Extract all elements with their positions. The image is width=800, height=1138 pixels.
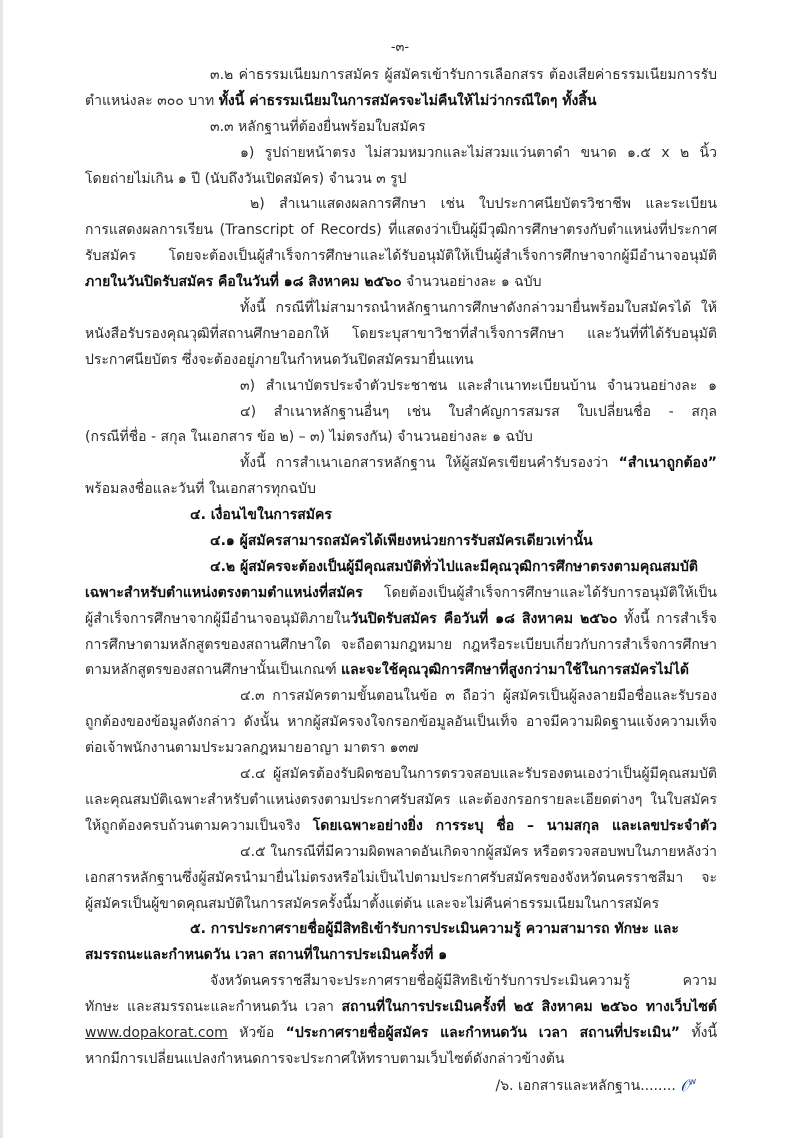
scan-edge (0, 0, 3, 1138)
bold-text: วันปิดรับสมัคร คือวันที่ ๑๘ สิงหาคม ๒๕๖๐ (350, 610, 618, 627)
text-line (85, 943, 717, 969)
text: ทั้งนี้ (680, 1024, 717, 1041)
text: การศึกษาตามหลักสูตรของสถานศึกษาใด จะถือตามกฎหมาย กฎหรือระเบียบเกี่ยวกับการสำเร็จการศึกษา (85, 636, 717, 653)
text: ทั้งนี้ การสำเร็จ (617, 610, 717, 627)
bold-text: เฉพาะสำหรับตำแหน่งตรงตามตำแหน่งที่สมัคร (85, 584, 363, 601)
website-link[interactable]: www.dopakorat.com (85, 1024, 228, 1041)
text-line (85, 840, 717, 866)
text: /๖. เอกสารและหลักฐาน........ (495, 1077, 676, 1094)
text-line (85, 141, 717, 167)
text: ทั้งนี้ การสำเนาเอกสารหลักฐาน ให้ผู้สมัครเขียนคำรับรองว่า (240, 455, 619, 472)
text: ประกาศนียบัตร ซึ่งจะต้องอยู่ภายในกำหนดวันปิดสมัครมายื่นแทน (85, 351, 474, 368)
text: จำนวนอย่างละ ๑ ฉบับ (401, 274, 542, 291)
text-line (85, 425, 717, 451)
text: ทักษะ และสมรรถนะและกำหนดวัน เวลา (85, 999, 342, 1016)
text-line (85, 477, 717, 503)
document-body (85, 63, 717, 1099)
text-line (85, 270, 717, 296)
text: การแสดงผลการเรียน (Transcript of Records) ที่แสดงว่าเป็นผู้มีวุฒิการศึกษาตรงกับตำแหน่งที่ประกาศ (85, 222, 717, 239)
text-line (85, 995, 717, 1021)
bold-text: ๔.๑ ผู้สมัครสามารถสมัครได้เพียงหน่วยการรับสมัครเดียวเท่านั้น (210, 533, 593, 550)
text-line (85, 684, 717, 710)
text: ผู้สำเร็จการศึกษาจากผู้มีอำนาจอนุมัติภายใน (85, 610, 351, 627)
continuation-note (85, 1073, 717, 1099)
bold-text: “ประกาศรายชื่อผู้สมัคร และกำหนดวัน เวลา สถานที่ประเมิน” (285, 1024, 680, 1041)
text: ๔.๕ ในกรณีที่มีความผิดพลาดอันเกิดจากผู้สมัคร หรือตรวจสอบพบในภายหลังว่า (240, 843, 717, 860)
bold-text: สถานที่ในการประเมินครั้งที่ ๒๕ สิงหาคม ๒๕๖๐ ทางเว็บไซต์ (341, 999, 717, 1016)
text-line (85, 192, 717, 218)
bold-text: ๔. เงื่อนไขในการสมัคร (190, 507, 332, 524)
bold-text: และจะใช้คุณวุฒิการศึกษาที่สูงกว่ามาใช้ในการสมัครไม่ได้ (341, 662, 689, 679)
text-line (85, 218, 717, 244)
bold-text: ๔.๒ ผู้สมัครจะต้องเป็นผู้มีคุณสมบัติทั่วไปและมีคุณวุฒิการศึกษาตรงตามคุณสมบัติ (210, 558, 698, 575)
bold-text: ๕. การประกาศรายชื่อผู้มีสิทธิเข้ารับการประเมินความรู้ ความสามารถ ทักษะ และ (190, 921, 679, 938)
text-line (85, 814, 717, 840)
text: หากมีการเปลี่ยนแปลงกำหนดการจะประกาศให้ทราบตามเว็บไซต์ดังกล่าวข้างต้น (85, 1050, 565, 1067)
bold-text: โดยเฉพาะอย่างยิ่ง การระบุ ชื่อ – นามสกุล และเลขประจำตัว (312, 817, 717, 834)
text-line (85, 322, 717, 348)
text: ถูกต้องของข้อมูลดังกล่าว ดังนั้น หากผู้สมัครจงใจกรอกข้อมูลอันเป็นเท็จ อาจมีความผิดฐานแจ้งความเท็จ (85, 714, 717, 731)
text: ตามหลักสูตรของสถานศึกษานั้นเป็นเกณฑ์ (85, 662, 342, 679)
text-line (85, 892, 717, 918)
text-line (85, 374, 717, 400)
bold-text: “สำเนาถูกต้อง” (618, 455, 717, 472)
text-line (85, 866, 717, 892)
text: ตำแหน่งละ ๓๐๐ บาท (85, 92, 219, 109)
text-line (85, 244, 717, 270)
text: รับสมัคร โดยจะต้องเป็นผู้สำเร็จการศึกษาและได้รับอนุมัติให้เป็นผู้สำเร็จการศึกษาจากผู้มีอำนาจอนุมัติ (85, 248, 717, 265)
text-line (85, 1021, 717, 1047)
text-line (85, 115, 717, 141)
text-line (85, 503, 717, 529)
text: ๔.๓ การสมัครตามขั้นตอนในข้อ ๓ ถือว่า ผู้สมัครเป็นผู้ลงลายมือชื่อและรับรอง (240, 688, 717, 705)
text: ๓.๒ ค่าธรรมเนียมการสมัคร ผู้สมัครเข้ารับการเลือกสรร ต้องเสียค่าธรรมเนียมการรับ (210, 67, 717, 83)
text-line (85, 581, 717, 607)
text-line (85, 788, 717, 814)
text: ๔.๔ ผู้สมัครต้องรับผิดชอบในการตรวจสอบและรับรองตนเองว่าเป็นผู้มีคุณสมบัติ (240, 766, 717, 783)
text: ๑) รูปถ่ายหน้าตรง ไม่สวมหมวกและไม่สวมแว่นตาดำ ขนาด ๑.๕ x ๒ นิ้ว (240, 144, 717, 161)
text: พร้อมลงชื่อและวันที่ ในเอกสารทุกฉบับ (85, 481, 316, 498)
signature-initials-icon: 𝒪ʷ (677, 1074, 699, 1096)
text: หนังสือรับรองคุณวุฒิที่สถานศึกษาออกให้ โดยระบุสาขาวิชาที่สำเร็จการศึกษา และวันที่ที่ได้รับอนุมัติ (85, 325, 717, 342)
text-line (85, 167, 717, 193)
text-line (85, 451, 717, 477)
text-line (85, 1047, 717, 1073)
text-line (85, 529, 717, 555)
text-line (85, 348, 717, 374)
text-line (85, 63, 717, 89)
text-line (85, 555, 717, 581)
text-line (85, 969, 717, 995)
text: ๓.๓ หลักฐานที่ต้องยื่นพร้อมใบสมัคร (210, 118, 426, 135)
text-line (85, 736, 717, 762)
text: ๒) สำเนาแสดงผลการศึกษา เช่น ใบประกาศนียบัตรวิชาชีพ และระเบียน (250, 196, 717, 213)
bold-text: ทั้งนี้ ค่าธรรมเนียมในการสมัครจะไม่คืนให้ไม่ว่ากรณีใดๆ ทั้งสิ้น (218, 92, 597, 109)
text: (กรณีที่ชื่อ - สกุล ในเอกสาร ข้อ ๒) – ๓) ไม่ตรงกัน) จำนวนอย่างละ ๑ ฉบับ (85, 429, 533, 446)
text-line (85, 633, 717, 659)
text-line (85, 296, 717, 322)
text: ให้ถูกต้องครบถ้วนตามความเป็นจริง (85, 817, 313, 834)
text: จังหวัดนครราชสีมาจะประกาศรายชื่อผู้มีสิทธิเข้ารับการประเมินความรู้ ความ (210, 973, 717, 990)
text-line (85, 400, 717, 426)
text: ๓) สำเนาบัตรประจำตัวประชาชน และสำเนาทะเบียนบ้าน จำนวนอย่างละ ๑ (240, 377, 717, 394)
text: ๔) สำเนาหลักฐานอื่นๆ เช่น ใบสำคัญการสมรส ใบเปลี่ยนชื่อ - สกุล (240, 403, 717, 420)
text: โดยถ่ายไม่เกิน ๑ ปี (นับถึงวันเปิดสมัคร) จำนวน ๓ รูป (85, 170, 407, 187)
text-line (85, 607, 717, 633)
text: หัวข้อ (227, 1024, 286, 1041)
text-line (85, 917, 717, 943)
text-line (85, 89, 717, 115)
bold-text: สมรรถนะและกำหนดวัน เวลา สถานที่ในการประเมินครั้งที่ ๑ (85, 947, 448, 964)
text: ต่อเจ้าพนักงานตามประมวลกฎหมายอาญา มาตรา ๑๓๗ (85, 740, 419, 757)
text: และคุณสมบัติเฉพาะสำหรับตำแหน่งตรงตามประกาศรับสมัคร และต้องกรอกรายละเอียดต่างๆ ในใบสมัคร (85, 791, 717, 808)
text-line (85, 762, 717, 788)
text: เอกสารหลักฐานซึ่งผู้สมัครนำมายื่นไม่ตรงหรือไม่เป็นไปตามประกาศรับสมัครของจังหวัดนครราชสีมา จะ (85, 869, 717, 886)
text-line (85, 710, 717, 736)
page-number: -๓- (390, 40, 410, 55)
text: โดยต้องเป็นผู้สำเร็จการศึกษาและได้รับการอนุมัติให้เป็น (362, 584, 717, 601)
bold-text: ภายในวันปิดรับสมัคร คือในวันที่ ๑๘ สิงหาคม ๒๕๖๐ (85, 274, 402, 291)
text: ผู้สมัครเป็นผู้ขาดคุณสมบัติในการสมัครครั้งนี้มาตั้งแต่ต้น และจะไม่คืนค่าธรรมเนียมในการสมัคร (85, 895, 660, 912)
text: ทั้งนี้ กรณีที่ไม่สามารถนำหลักฐานการศึกษาดังกล่าวมายื่นพร้อมใบสมัครได้ ให้ (240, 300, 717, 317)
text-line (85, 658, 717, 684)
